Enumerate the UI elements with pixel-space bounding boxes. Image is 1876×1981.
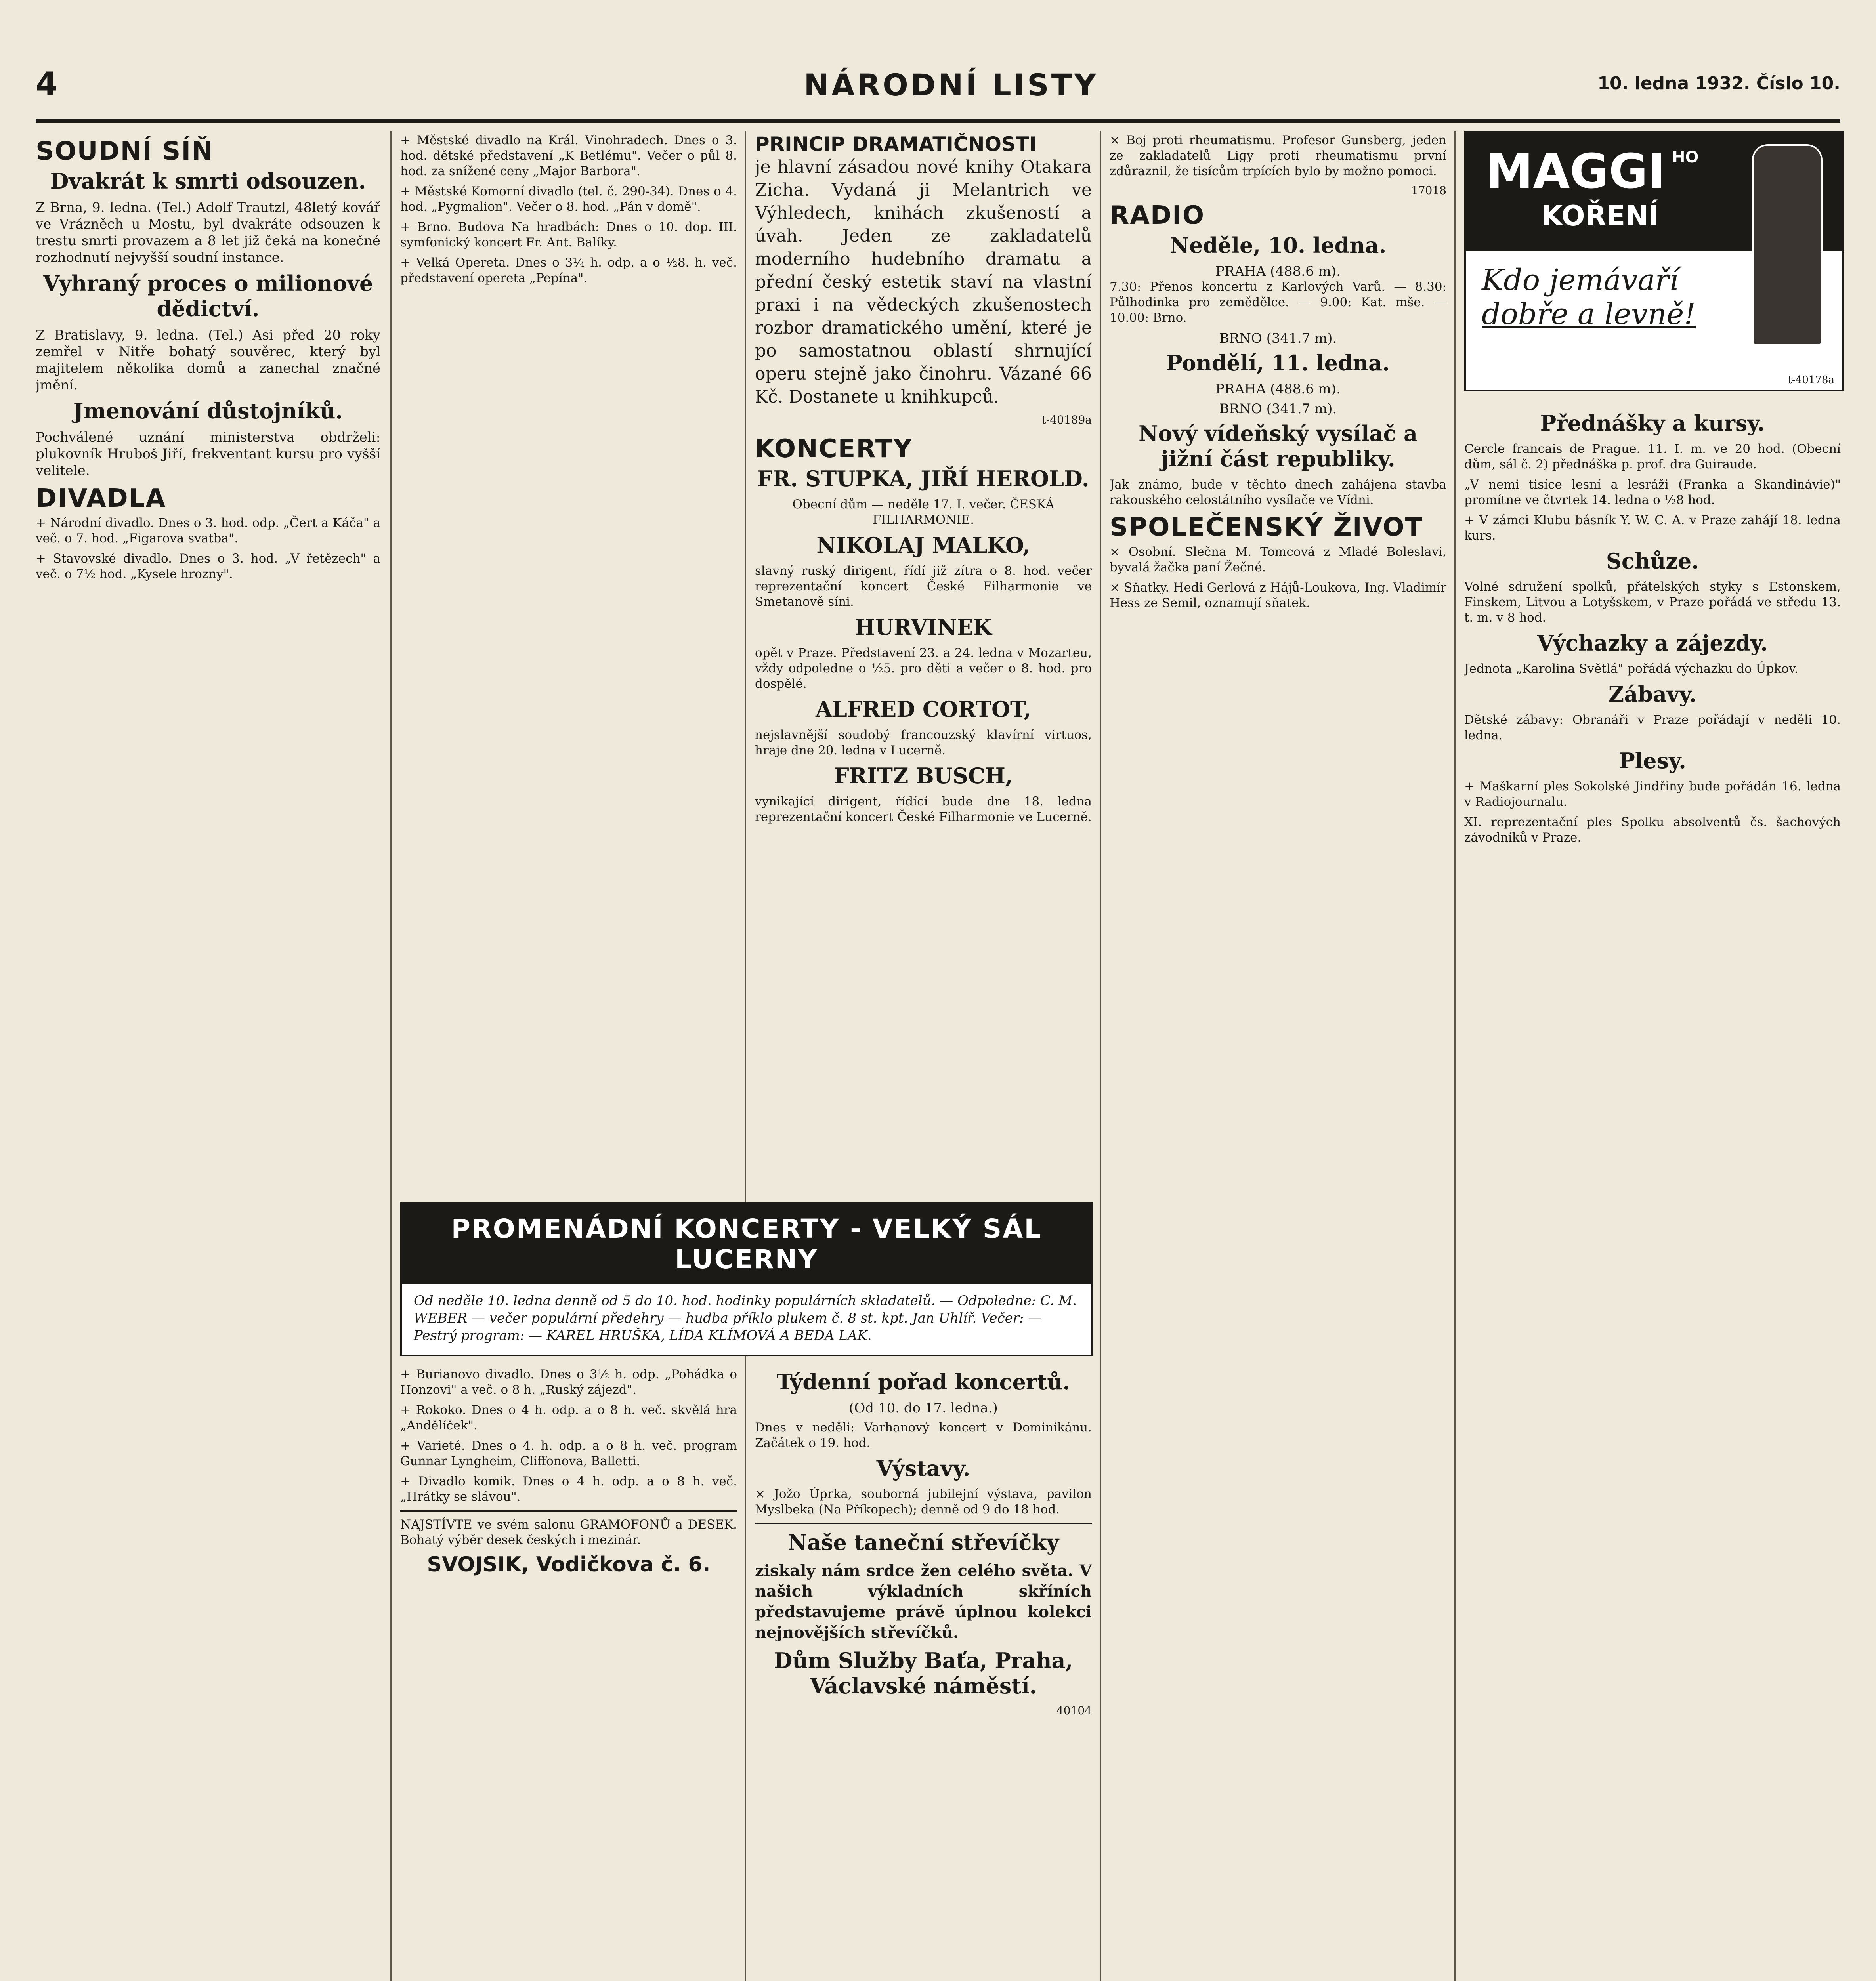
radio-station: BRNO (341.7 m). xyxy=(1219,401,1337,417)
article-text: Z Bratislavy, 9. ledna. (Tel.) Asi před 20 roky zemřel v Nitře bohatý souvěrec, který byl majitelem několika domů a zanechal značné jmění. xyxy=(36,327,380,393)
column-concerts-2 xyxy=(755,1367,1092,1981)
theatre-listing: + Národní divadlo. Dnes o 3. hod. odp. „Čert a Káča" a več. o 7. hod. „Figarova svatba". xyxy=(36,516,380,546)
column-theatres xyxy=(400,133,737,1202)
ad-ref: t-40189a xyxy=(1041,413,1092,426)
ad-ref: 40104 xyxy=(1056,1704,1092,1717)
theatre-listing: + Divadlo komik. Dnes o 4 h. odp. a o 8 h. več. „Hrátky se slávou". xyxy=(400,1474,737,1504)
theatre-listing: + Stavovské divadlo. Dnes o 3. hod. „V řetězech" a več. o 7½ hod. „Kysele hrozny". xyxy=(36,552,380,581)
section-heading-trips: Výchazky a zájezdy. xyxy=(1537,630,1768,656)
theatre-listing: + Městské divadlo na Král. Vinohradech. Dnes o 3. hod. dětské představení „K Betlému". Večer o půl 8. hod. za snížené ceny „Major Barbora". xyxy=(400,133,737,178)
social-item: × Osobní. Slečna M. Tomcová z Mladé Boleslavi, byvalá žačka paní Žečné. xyxy=(1110,545,1446,574)
section-heading-concerts: KONCERTY xyxy=(755,434,913,464)
column-divider xyxy=(1100,131,1101,1981)
concert-name: NIKOLAJ MALKO, xyxy=(816,532,1030,558)
promenade-concerts-ad xyxy=(400,1202,1093,1356)
concert-text: opět v Praze. Představení 23. a 24. ledna v Mozarteu, vždy odpoledne o ½5. pro děti a večer o 8. hod. pro dospělé. xyxy=(755,646,1092,691)
promenade-banner: PROMENÁDNÍ KONCERTY - VELKÝ SÁL LUCERNY xyxy=(402,1204,1091,1284)
store-ad-text: NAJSTÍVTE ve svém salonu GRAMOFONŮ a DESEK. Bohatý výběr desek českých i mezinár. xyxy=(400,1517,737,1547)
book-ad-text: je hlavní zásadou nové knihy Otakara Zicha. Vydaná ji Melantrich ve Výhledech, knihách zkušeností a úvah. Jeden ze zakladatelů moderního hudebního dramatu a přední český estetik staví na vlastní praxi i na vědeckých zkušenostech rozbor dramatického umění, které je po samostatnou oblastí shrnující operu stejně jako činohru. Vázané 66 Kč. Dostanete u knihkupců. xyxy=(755,157,1092,407)
article-text: Z Brna, 9. ledna. (Tel.) Adolf Trautzl, 48letý kovář ve Vrázněch u Mostu, byl dvakráte odsouzen k trestu smrti provazem a 8 let již čeká na konečné rozhodnutí nejvyšší soudní instance. xyxy=(36,200,380,265)
exhibition-listing: × Jožo Úprka, souborná jubilejní výstava, pavilon Myslbeka (Na Příkopech); denně od 9 do 18 hod. xyxy=(755,1487,1092,1517)
article-title: Nový vídeňský vysílač a jižní část republiky. xyxy=(1138,421,1418,471)
article-text: × Boj proti rheumatismu. Profesor Gunsberg, jeden ze zakladatelů Ligy proti rheumatismu první zdůraznil, že tisícům trpících bylo by možno pomoci. xyxy=(1110,133,1446,178)
maggi-slogan-2: dobře a levně! xyxy=(1482,297,1696,331)
newspaper-title: NÁRODNÍ LISTY xyxy=(804,67,1098,103)
concert-name: ALFRED CORTOT, xyxy=(815,697,1032,722)
theatre-listing: + Burianovo divadlo. Dnes o 3½ h. odp. „Pohádka o Honzovi" a več. o 8 h. „Ruský zájezd". xyxy=(400,1367,737,1397)
theatre-listing: + Brno. Budova Na hradbách: Dnes o 10. dop. III. symfonický koncert Fr. Ant. Balíky. xyxy=(400,220,737,250)
masthead-rule xyxy=(36,119,1840,123)
maggi-bottle-icon xyxy=(1752,144,1823,345)
maggi-sub: KOŘENÍ xyxy=(1541,200,1659,232)
radio-station: PRAHA (488.6 m). xyxy=(1215,263,1341,279)
column-concerts xyxy=(755,133,1092,1199)
radio-station: PRAHA (488.6 m). xyxy=(1215,381,1341,397)
book-ad xyxy=(755,133,1092,426)
column-divider xyxy=(1454,131,1456,1981)
section-heading-balls: Plesy. xyxy=(1619,748,1686,773)
theatre-listing: + Městské Komorní divadlo (tel. č. 290-34). Dnes o 4. hod. „Pygmalion". Večer o 8. hod. „Pán v domě". xyxy=(400,184,737,214)
column-divider xyxy=(390,131,392,1981)
page-number: 4 xyxy=(36,65,58,102)
trip-item: Jednota „Karolina Světlá" pořádá výchazku do Úpkov. xyxy=(1464,662,1798,676)
section-heading-exhibitions: Výstavy. xyxy=(876,1456,970,1481)
weekly-concerts-text: Dnes v neděli: Varhanový koncert v Dominikánu. Začátek o 19. hod. xyxy=(755,1420,1092,1450)
book-ad-title: PRINCIP DRAMATIČNOSTI xyxy=(755,133,1037,156)
article-title: Dvakrát k smrti odsouzen. xyxy=(50,168,366,194)
concert-name: HURVINEK xyxy=(855,615,992,640)
lecture-item: Cercle francais de Prague. 11. I. m. ve 20 hod. (Obecní dům, sál č. 2) přednáška p. prof. dra Guiraude. xyxy=(1464,442,1841,471)
radio-day: Neděle, 10. ledna. xyxy=(1169,233,1387,258)
radio-program: 7.30: Přenos koncertu z Karlových Varů. — 8.30: Půlhodinka pro zemědělce. — 9.00: Kat. mše. — 10.00: Brno. xyxy=(1110,280,1446,325)
column-lectures xyxy=(1464,408,1841,1981)
maggi-ad xyxy=(1464,131,1844,391)
section-heading-radio: RADIO xyxy=(1110,201,1205,230)
bata-ad-company: Dům Služby Baťa, Praha, Václavské náměstí. xyxy=(774,1648,1073,1699)
divider xyxy=(755,1523,1092,1524)
lecture-item: + V zámci Klubu básník Y. W. C. A. v Praze zahájí 18. ledna kurs. xyxy=(1464,513,1841,543)
article-title: Vyhraný proces o milionové dědictví. xyxy=(43,271,373,321)
weekly-concerts-dates: (Od 10. do 17. ledna.) xyxy=(849,1400,998,1416)
concert-text: vynikající dirigent, řídící bude dne 18. ledna reprezentační koncert České Filharmonie ve Lucerně. xyxy=(755,794,1092,824)
concert-name: FRITZ BUSCH, xyxy=(834,763,1013,788)
maggi-header xyxy=(1466,132,1842,251)
column-theatres-2 xyxy=(400,1367,737,1981)
bata-ad-text: ziskaly nám srdce žen celého světa. V našich výkladních skříních představujeme právě úplnou kolekci nejnovějších střevíčků. xyxy=(755,1561,1092,1642)
section-heading-court: SOUDNÍ SÍŇ xyxy=(36,137,214,166)
divider xyxy=(400,1510,737,1512)
section-heading-meetings: Schůze. xyxy=(1606,548,1699,574)
radio-day: Pondělí, 11. ledna. xyxy=(1166,350,1390,376)
maggi-brand: MAGGI xyxy=(1486,144,1666,199)
store-name: SVOJSIK, Vodičkova č. 6. xyxy=(427,1553,711,1576)
article-text: Pochválené uznání ministerstva obdrželi: plukovník Hruboš Jiří, frekventant kursu pro vyšší velitele. xyxy=(36,429,380,479)
ad-ref: t-40178a xyxy=(1788,374,1834,386)
ad-ref: 17018 xyxy=(1411,184,1446,197)
article-text: Jak známo, bude v těchto dnech zahájena stavba rakouského celostátního vysílače ve Vídni. xyxy=(1110,477,1446,507)
maggi-brand-sup: HO xyxy=(1672,148,1699,166)
promenade-details: Od neděle 10. ledna denně od 5 do 10. hod. hodinky populárních skladatelů. — Odpoledne: C. M. WEBER — večer populární předehry — hudba příklo plukem č. 8 st. kpt. Jan Uhlíř. Večer: — Pestrý program: — KAREL HRUŠKA, LÍDA KLÍMOVÁ A BEDA LAK. xyxy=(414,1293,1077,1344)
theatre-listing: + Varieté. Dnes o 4. h. odp. a o 8 h. več. program Gunnar Lyngheim, Cliffonova, Balletti. xyxy=(400,1439,737,1468)
weekly-concerts-title: Týdenní pořad koncertů. xyxy=(776,1369,1070,1395)
maggi-slogan-1: Kdo jemávaří xyxy=(1482,263,1679,297)
theatre-listing: + Rokoko. Dnes o 4 h. odp. a o 8 h. več. skvělá hra „Andělíček". xyxy=(400,1403,737,1433)
bata-ad-title: Naše taneční střevíčky xyxy=(787,1530,1059,1555)
concert-text: nejslavnější soudobý francouzský klavírní virtuos, hraje dne 20. ledna v Lucerně. xyxy=(755,728,1092,758)
column-court xyxy=(36,133,380,1416)
ball-item: + Maškarní ples Sokolské Jindřiny bude pořádán 16. ledna v Radiojournalu. xyxy=(1464,779,1841,809)
issue-date: 10. ledna 1932. Číslo 10. xyxy=(1597,73,1840,94)
meeting-item: Volné sdružení spolků, přátelských styky s Estonskem, Finskem, Litvou a Lotyšskem, v Praze pořádá ve středu 13. t. m. v 8 hod. xyxy=(1464,580,1841,625)
theatre-listing: + Velká Opereta. Dnes o 3¼ h. odp. a o ½8. h. več. představení opereta „Pepína". xyxy=(400,256,737,285)
ball-item: XI. reprezentační ples Spolku absolventů čs. šachových závodníků v Praze. xyxy=(1464,815,1841,845)
concert-text: slavný ruský dirigent, řídí již zítra o 8. hod. večer reprezentační koncert České Filharmonie ve Smetanově síni. xyxy=(755,564,1092,609)
section-heading-lectures: Přednášky a kursy. xyxy=(1540,410,1765,436)
section-heading-social: SPOLEČENSKÝ ŽIVOT xyxy=(1110,513,1423,542)
entertainment-item: Dětské zábavy: Obranáři v Praze pořádají v neděli 10. ledna. xyxy=(1464,713,1841,742)
radio-station: BRNO (341.7 m). xyxy=(1219,330,1337,346)
section-heading-theatres: DIVADLA xyxy=(36,484,166,513)
concert-text: Obecní dům — neděle 17. I. večer. ČESKÁ FILHARMONIE. xyxy=(792,497,1055,527)
lecture-item: „V nemi tisíce lesní a lesráži (Franka a Skandinávie)" promítne ve čtvrtek 14. ledna o ½8 hod. xyxy=(1464,477,1841,507)
column-radio xyxy=(1110,133,1446,1981)
section-heading-entertainment: Zábavy. xyxy=(1608,681,1697,707)
social-item: × Sňatky. Hedi Gerlová z Hájů-Loukova, Ing. Vladimír Hess ze Semil, oznamují sňatek. xyxy=(1110,580,1446,610)
article-title: Jmenování důstojníků. xyxy=(73,398,343,424)
concert-name: FR. STUPKA, JIŘÍ HEROLD. xyxy=(757,466,1089,491)
column-divider xyxy=(745,131,746,1981)
